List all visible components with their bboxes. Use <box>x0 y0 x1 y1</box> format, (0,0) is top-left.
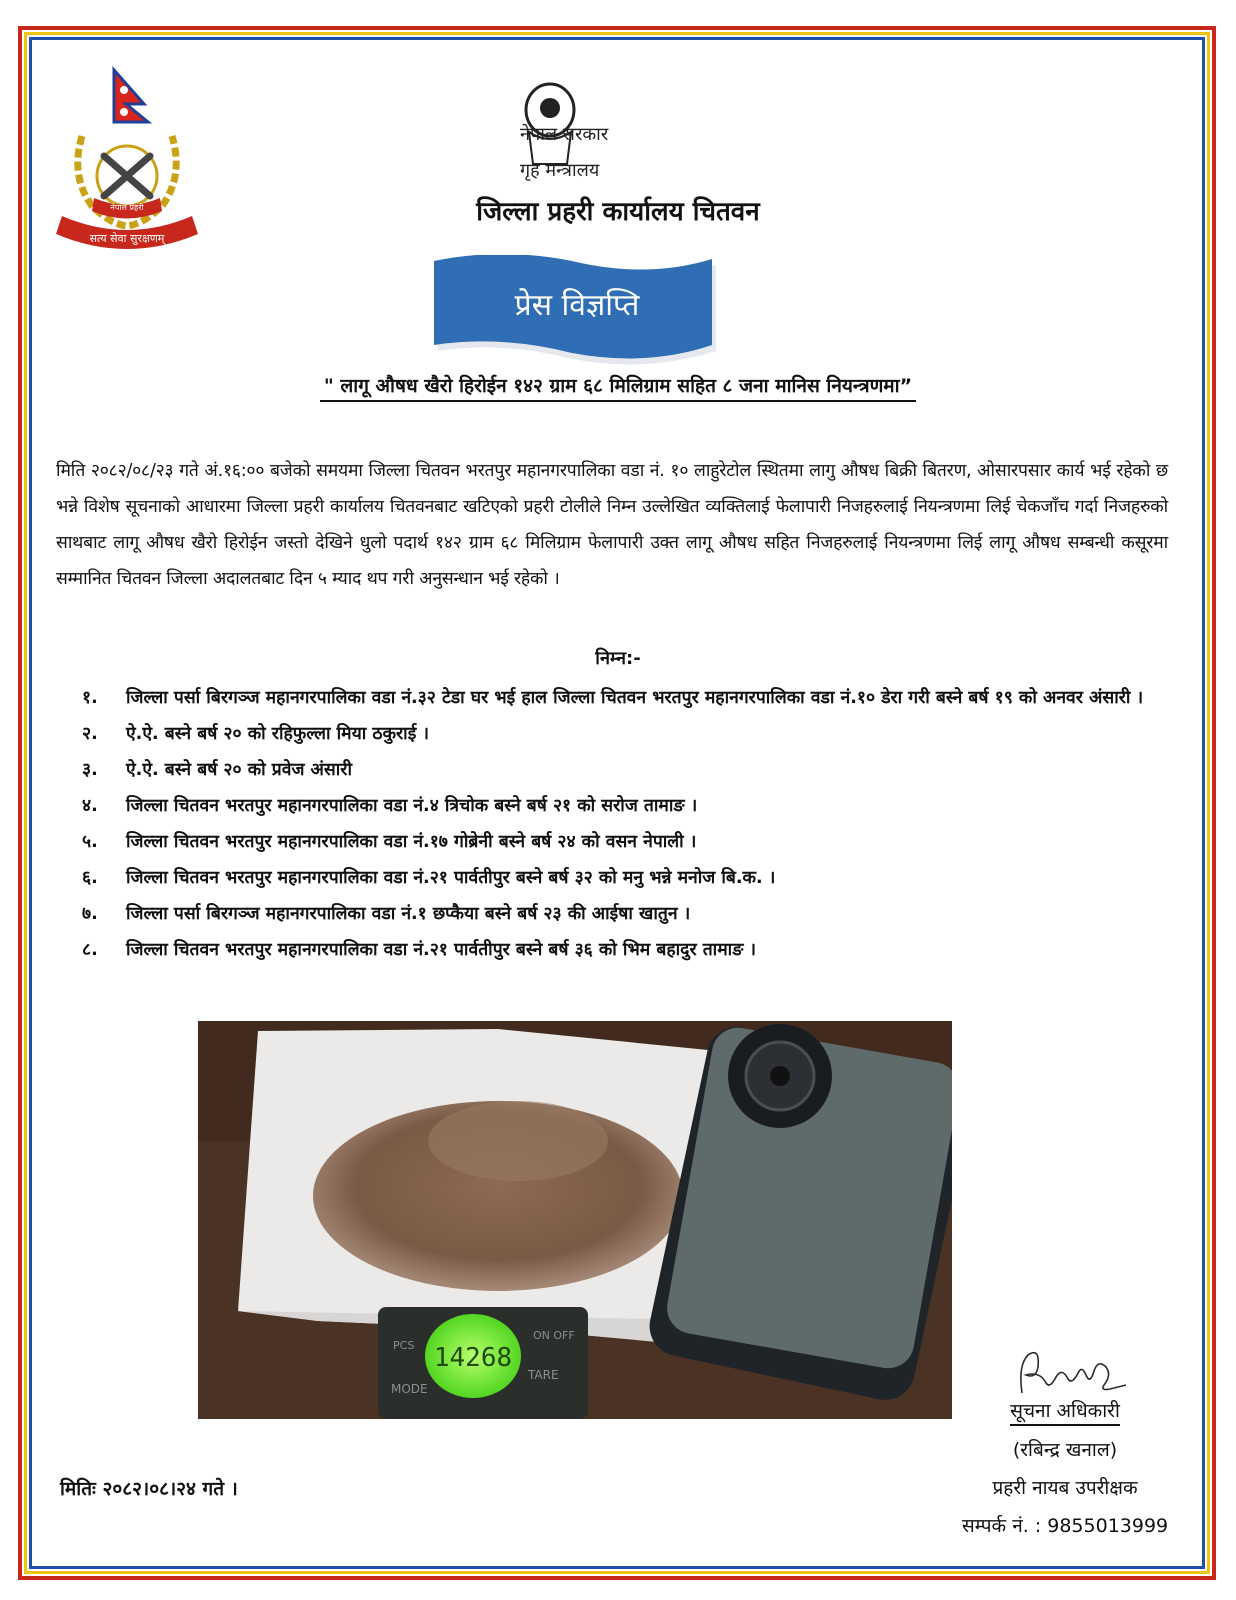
list-text: ऐ.ऐ. बस्ने बर्ष २० को रहिफुल्ला मिया ठकुराई । <box>126 724 430 744</box>
accused-list <box>82 680 1172 968</box>
signature-icon <box>1010 1345 1130 1397</box>
signatory-name: (रबिन्द्र खनाल) <box>1012 1439 1118 1461</box>
signatory-rank: प्रहरी नायब उपरीक्षक <box>992 1477 1138 1499</box>
list-item <box>82 932 1172 968</box>
list-text: जिल्ला पर्सा बिरगञ्ज महानगरपालिका वडा नं.३२ टेडा घर भई हाल जिल्ला चितवन भरतपुर महानगरपालिका वडा नं.१० डेरा गरी बस्ने बर्ष १९ को अनवर अंसारी । <box>126 688 1144 708</box>
list-number: ३. <box>82 760 98 780</box>
list-text: जिल्ला चितवन भरतपुर महानगरपालिका वडा नं.२१ पार्वतीपुर बस्ने बर्ष ३६ को भिम बहादुर तामाङ । <box>126 940 757 960</box>
list-text: जिल्ला पर्सा बिरगञ्ज महानगरपालिका वडा नं.१ छप्कैया बस्ने बर्ष २३ की आईषा खातुन । <box>126 904 691 924</box>
list-number: ६. <box>82 868 98 888</box>
list-number: २. <box>82 724 98 744</box>
scale-on-off-label: ON OFF <box>533 1329 575 1342</box>
list-number: ७. <box>82 904 98 924</box>
headline-text: " लागू औषध खैरो हिरोईन १४२ ग्राम ६८ मिलिग्राम सहित ८ जना मानिस नियन्त्रणमा” <box>320 375 916 402</box>
banner-title: प्रेस विज्ञप्ति <box>514 288 640 323</box>
issue-date: मितिः २०८२।०८।२४ गते । <box>60 1478 238 1500</box>
list-heading: निम्न:- <box>595 648 641 669</box>
ministry-name: गृह मन्त्रालय <box>520 160 600 181</box>
list-item <box>82 896 1172 932</box>
scale-mode-label: MODE <box>391 1382 428 1396</box>
police-motto: सत्य सेवा सुरक्षणम् <box>89 232 165 245</box>
evidence-photo <box>198 1021 952 1419</box>
list-text: जिल्ला चितवन भरतपुर महानगरपालिका वडा नं.१७ गोब्रेनी बस्ने बर्ष २४ को वसन नेपाली । <box>126 832 697 852</box>
list-item <box>82 716 1172 752</box>
list-number: ५. <box>82 832 98 852</box>
list-item <box>82 860 1172 896</box>
scale-pcs-label: PCS <box>393 1339 415 1352</box>
body-paragraph: मिति २०८२/०८/२३ गते अं.१६:०० बजेको समयमा जिल्ला चितवन भरतपुर महानगरपालिका वडा नं. १० लाहुरेटोल स्थितमा लागु औषध बिक्री बितरण, ओसारपसार कार्य भई रहेको छ भन्ने विशेष सूचनाको आधारमा जिल्ला प्रहरी कार्यालय चितवनबाट खटिएको प्रहरी टोलीले निम्न उल्लेखित व्यक्तिलाई फेलापारी निजहरुलाई नियन्त्रणमा लिई चेकजाँच गर्दा निजहरुको साथबाट लागू औषध खैरो हिरोईन जस्तो देखिने धुलो पदार्थ १४२ ग्राम ६८ मिलिग्राम फेलापारी उक्त लागू औषध सहित निजहरुलाई नियन्त्रणमा लिई लागू औषध सम्बन्धी कसूरमा सम्मानित चितवन जिल्ला अदालतबाट दिन ५ म्याद थप गरी अनुसन्धान भई रहेको । <box>56 461 1168 589</box>
government-name: नेपाल सरकार <box>520 124 609 145</box>
list-number: ८. <box>82 940 98 960</box>
list-text: जिल्ला चितवन भरतपुर महानगरपालिका वडा नं.२१ पार्वतीपुर बस्ने बर्ष ३२ को मनु भन्ने मनोज बि.क. । <box>126 868 776 888</box>
signatory-title <box>920 1397 1210 1423</box>
list-number: १. <box>82 688 98 708</box>
scale-tare-label: TARE <box>528 1368 559 1382</box>
scale-reading: 14268 <box>433 1343 513 1373</box>
headline <box>0 372 1236 398</box>
list-item <box>82 788 1172 824</box>
signatory-title-text: सूचना अधिकारी <box>1010 1400 1120 1426</box>
list-item <box>82 752 1172 788</box>
list-text: ऐ.ऐ. बस्ने बर्ष २० को प्रवेज अंसारी <box>126 760 352 780</box>
office-title: जिल्ला प्रहरी कार्यालय चितवन <box>476 197 760 227</box>
list-item <box>82 824 1172 860</box>
signatory-contact: सम्पर्क नं. : 9855013999 <box>961 1515 1169 1537</box>
list-text: जिल्ला चितवन भरतपुर महानगरपालिका वडा नं.४ त्रिचोक बस्ने बर्ष २१ को सरोज तामाङ । <box>126 796 698 816</box>
list-item <box>82 680 1172 716</box>
nepal-police-emblem-icon <box>52 66 202 266</box>
list-number: ४. <box>82 796 98 816</box>
police-label: नेपाल प्रहरी <box>110 203 144 212</box>
